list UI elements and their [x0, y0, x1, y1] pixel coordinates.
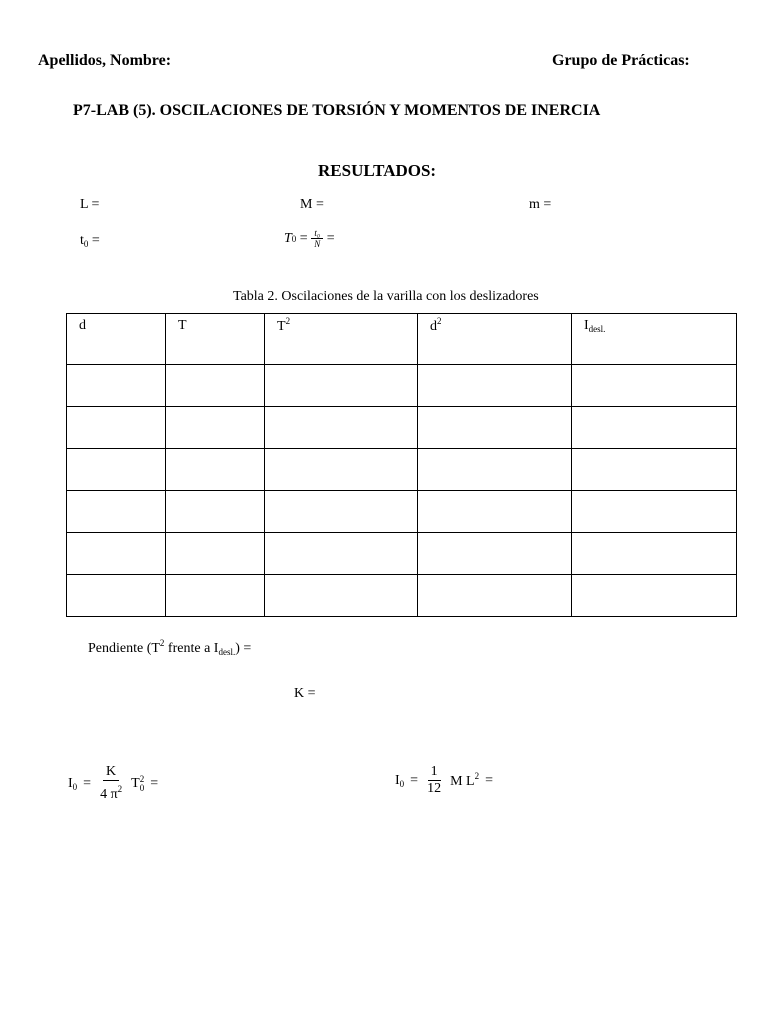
field-T0: T 0 = $\frac{\text{t₀}}{N}$ = — [284, 228, 335, 249]
table-cell[interactable] — [67, 533, 166, 575]
header-T: T — [166, 314, 265, 365]
table-caption: Tabla 2. Oscilaciones de la varilla con los deslizadores — [233, 289, 539, 304]
table-row — [67, 449, 737, 491]
table-cell[interactable] — [265, 575, 418, 617]
table-cell[interactable] — [418, 533, 572, 575]
slope-label: Pendiente ($T^2$ frente a $I_{desl.}$) = — [88, 638, 252, 657]
table-cell[interactable] — [67, 407, 166, 449]
table-cell[interactable] — [572, 407, 737, 449]
table-cell[interactable] — [418, 449, 572, 491]
header-d-squared: $d^2$ — [418, 314, 572, 365]
table-cell[interactable] — [572, 533, 737, 575]
table-row — [67, 407, 737, 449]
table-cell[interactable] — [572, 491, 737, 533]
table-row — [67, 533, 737, 575]
table-cell[interactable] — [67, 491, 166, 533]
K-label: K = — [294, 686, 316, 701]
table-cell[interactable] — [265, 449, 418, 491]
header-d: d — [67, 314, 166, 365]
table-row — [67, 365, 737, 407]
results-table — [66, 313, 737, 617]
table-cell[interactable] — [265, 407, 418, 449]
page-title: P7-LAB (5). OSCILACIONES DE TORSIÓN Y MOMENTOS DE INERCIA — [73, 102, 601, 119]
table-row — [67, 491, 737, 533]
table-cell[interactable] — [67, 449, 166, 491]
table-cell[interactable] — [265, 533, 418, 575]
table-cell[interactable] — [166, 533, 265, 575]
table-cell[interactable] — [418, 491, 572, 533]
table-cell[interactable] — [265, 365, 418, 407]
field-M: M = — [300, 197, 324, 212]
table-cell[interactable] — [166, 407, 265, 449]
table-cell[interactable] — [166, 449, 265, 491]
table-cell[interactable] — [67, 575, 166, 617]
field-m: m = — [529, 197, 552, 212]
formula1-fraction: $\frac{K}{4 \pi^2}$ — [100, 764, 123, 802]
table-cell[interactable] — [418, 407, 572, 449]
field-t0: $t_0$ = — [80, 233, 100, 249]
formula2-fraction: $\frac{1}{12}$ — [427, 764, 442, 796]
T0-fraction: $\frac{\text{t₀}}{N}$ — [311, 228, 323, 249]
formula-I0-from-ML: $I_0$ = $\frac{1}{12}$ M $L^2$ = — [395, 764, 493, 796]
header-T-squared: $T^2$ — [265, 314, 418, 365]
header-I-desl: $I_{desl.}$ — [572, 314, 737, 365]
table-cell[interactable] — [265, 491, 418, 533]
table-cell[interactable] — [572, 365, 737, 407]
results-heading: RESULTADOS: — [318, 161, 437, 180]
table-row — [67, 575, 737, 617]
table-cell[interactable] — [166, 365, 265, 407]
field-L: L = — [80, 197, 100, 212]
table-body — [67, 365, 737, 617]
table-cell[interactable] — [418, 575, 572, 617]
table-cell[interactable] — [166, 491, 265, 533]
table-cell[interactable] — [572, 449, 737, 491]
table-cell[interactable] — [67, 365, 166, 407]
table-header-row — [67, 314, 737, 365]
group-label: Grupo de Prácticas: — [552, 52, 690, 69]
name-label: Apellidos, Nombre: — [38, 52, 172, 69]
table-cell[interactable] — [572, 575, 737, 617]
table-cell[interactable] — [418, 365, 572, 407]
formula-I0-from-K: $I_0$ = $\frac{K}{4 \pi^2}$ T 2 0 = — [68, 764, 159, 802]
table-cell[interactable] — [166, 575, 265, 617]
